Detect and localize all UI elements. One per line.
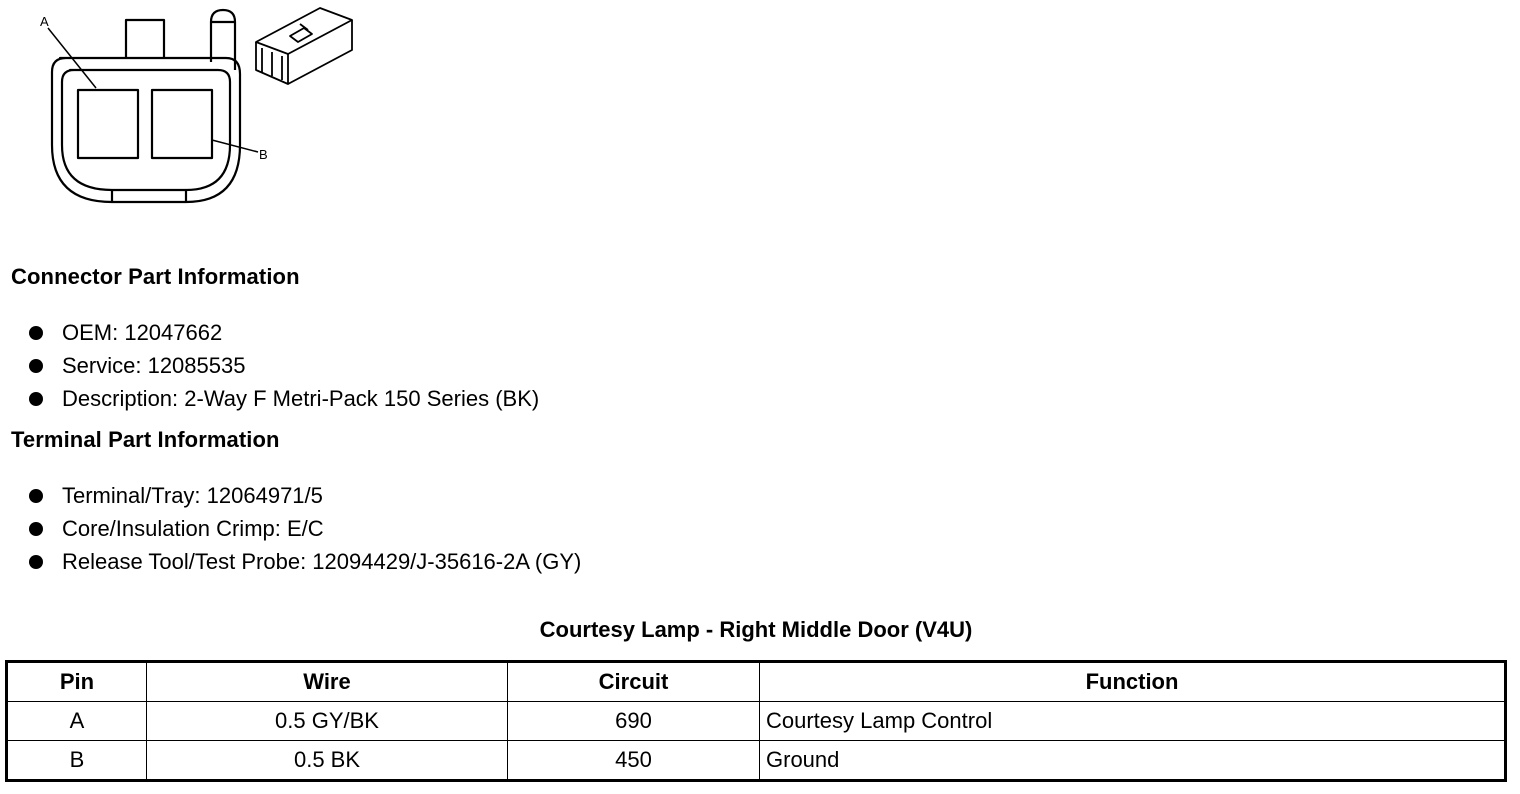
bullet-icon (29, 326, 43, 340)
list-item (28, 479, 581, 512)
pin-table (5, 660, 1507, 782)
list-item (28, 382, 539, 415)
cell-circuit: 690 (508, 702, 760, 741)
lock-post (211, 10, 235, 70)
header-wire: Wire (147, 662, 508, 702)
list-item-text: Service: 12085535 (62, 353, 246, 378)
cell-pin: A (7, 702, 147, 741)
bullet-icon (29, 359, 43, 373)
list-item-text: OEM: 12047662 (62, 320, 223, 345)
header-function: Function (760, 662, 1506, 702)
list-item (28, 545, 581, 578)
list-item (28, 316, 539, 349)
pin-table-title: Courtesy Lamp - Right Middle Door (V4U) (539, 617, 973, 642)
bullet-icon (29, 522, 43, 536)
pin-label-a: A (40, 14, 49, 29)
connector-diagram (0, 0, 380, 220)
bullet-icon (29, 489, 43, 503)
list-item-text: Description: 2-Way F Metri-Pack 150 Series (BK) (62, 386, 540, 411)
table-row (7, 741, 1506, 781)
list-item (28, 512, 581, 545)
cell-function: Courtesy Lamp Control (760, 702, 1506, 741)
latch-tab (126, 20, 164, 58)
table-row (7, 702, 1506, 741)
cavity-b (152, 90, 212, 158)
cavity-a (78, 90, 138, 158)
connector-iso-view (256, 8, 352, 84)
header-pin: Pin (7, 662, 147, 702)
list-item-text: Terminal/Tray: 12064971/5 (62, 483, 323, 508)
connector-info-list (28, 316, 539, 415)
pin-label-b: B (259, 147, 268, 162)
list-item (28, 349, 539, 382)
bullet-icon (29, 555, 43, 569)
cell-function: Ground (760, 741, 1506, 781)
bullet-icon (29, 392, 43, 406)
cell-wire: 0.5 GY/BK (147, 702, 508, 741)
header-circuit: Circuit (508, 662, 760, 702)
terminal-info-heading: Terminal Part Information (11, 427, 280, 452)
terminal-info-list (28, 479, 581, 578)
cell-pin: B (7, 741, 147, 781)
cell-wire: 0.5 BK (147, 741, 508, 781)
connector-info-heading: Connector Part Information (11, 264, 300, 289)
list-item-text: Core/Insulation Crimp: E/C (62, 516, 324, 541)
list-item-text: Release Tool/Test Probe: 12094429/J-35616-2A (GY) (62, 549, 582, 574)
cell-circuit: 450 (508, 741, 760, 781)
table-header-row (7, 662, 1506, 702)
